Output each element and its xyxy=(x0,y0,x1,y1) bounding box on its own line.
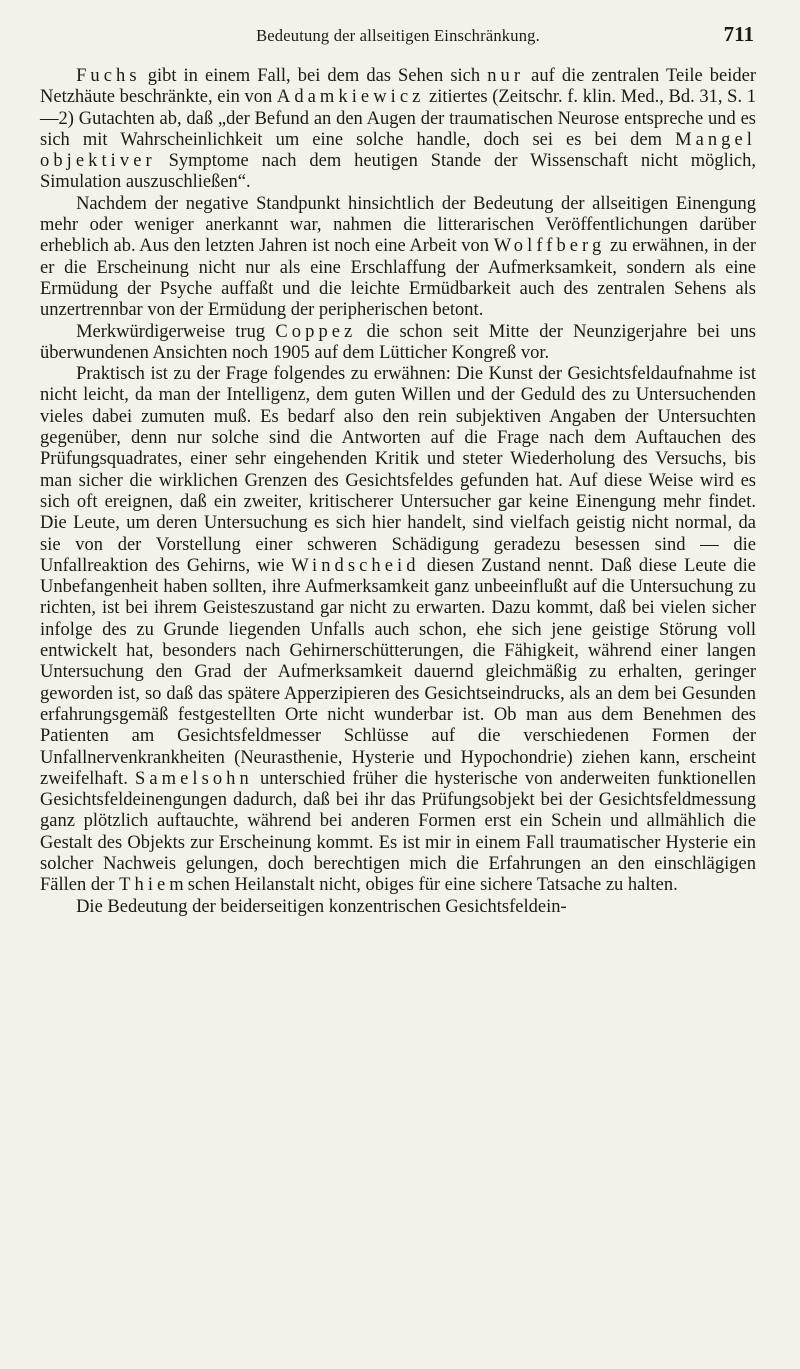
text-run: Praktisch ist zu der Frage folgendes zu erwähnen: Die Kunst der Gesichtsfeldaufnahme ist nicht leicht, da man der Intelligenz, dem guten Willen und der Geduld des zu Untersuchenden vieles dabei zumuten muß. Es bedarf also den rein subjektiven Angaben der Untersuchten gegenüber, denn nur solche sind die Antworten auf die Frage nach dem Auftauchen des Prüfungsquadrates, einer sehr eingehenden Kritik und steter Wiederholung des Versuchs, bis man sicher die wirklichen Grenzen des Gesichtsfeldes gefunden hat. Auf diese Weise wird es sich oft ereignen, daß ein zweiter, kritischerer Untersucher gar keine Einengung mehr findet. Die Leute, um deren Untersuchung es sich hier handelt, sind vielfach geistig nicht normal, da sie von der Vorstellung einer schweren Schädigung geradezu besessen sind — die Unfallreaktion des Gehirns, wie xyxy=(40,364,756,576)
spaced-name: Mangel objektiver xyxy=(40,129,756,172)
paragraph xyxy=(40,897,756,918)
spaced-name: Adamkiewicz xyxy=(276,87,425,108)
spaced-name: Fuchs xyxy=(76,66,141,86)
text-run: Nachdem der negative Standpunkt hinsichtlich der Bedeutung der allseitigen Einengung mehr oder weniger anerkannt war, nahmen die litterarischen Veröffentlichungen darüber erheblich ab. Aus den letzten Jahren ist noch eine Arbeit von xyxy=(40,193,756,257)
text-run: unterschied früher die hysterische von anderweiten funktionellen Gesichtsfeldeinengungen dadurch, daß bei ihr das Prüfungsobjekt bei der Gesichtsfeldmessung ganz plötzlich auftauchte, während bei anderen Formen erst ein Schein und allmählich die Gestalt des Objekts zur Erscheinung kommt. Es ist mir in einem Fall traumatischer Hysterie ein solcher Nachweis gelungen, doch berechtigen mich die Erfahrungen an den einschlägigen Fällen der xyxy=(40,768,756,896)
text-run: schen Heilanstalt nicht, obiges für eine sichere Tatsache zu halten. xyxy=(187,875,678,896)
text-run: die schon seit Mitte der Neunzigerjahre bei uns überwundenen Ansichten noch 1905 auf dem Lütticher Kongreß vor. xyxy=(40,321,756,363)
text-run: gibt in einem Fall, bei dem das Sehen sich xyxy=(140,66,488,86)
running-title: Bedeutung der allseitigen Einschränkung. xyxy=(256,26,540,45)
text-run: diesen Zustand nennt. Daß diese Leute die Unbefangenheit haben sollten, ihre Aufmerksamkeit ganz unbeeinflußt auf die Untersuchung zu richten, ist bei ihrem Geisteszustand gar nicht zu erwarten. Dazu kommt, daß bei vielen sicher infolge des zu Grunde liegenden Unfalls auch schon, ehe sich jene geistige Störung voll entwickelt hat, besonders nach Gehirnerschütterungen, die Fähigkeit, während einer langen Untersuchung den Grad der Aufmerksamkeit dauernd gleichmäßig zu erhalten, geringer geworden ist, so daß das spätere Apperzipieren des Gesichtseindrucks, als an dem bei Gesunden erfahrungsgemäß festgestellten Orte nicht wunderbar ist. Ob man aus dem Benehmen des Patienten am Gesichtsfeldmesser Schlüsse auf die verschiedenen Formen der Unfallnervenkrankheiten (Neurasthenie, Hysterie und Hypochondrie) ziehen kann, erscheint zweifelhaft. xyxy=(40,555,756,789)
paragraph xyxy=(40,194,756,322)
paragraph xyxy=(40,322,756,365)
text-run: Symptome nach dem heutigen Stande der Wissenschaft nicht möglich, Simulation auszuschließen“. xyxy=(40,151,756,193)
paragraph xyxy=(40,66,756,194)
spaced-name: nur xyxy=(487,66,525,86)
text-run: auf die zentralen Teile beider Netzhäute beschränkte, ein von xyxy=(40,66,756,108)
page-number: 711 xyxy=(723,22,754,46)
spaced-name: Samelsohn xyxy=(134,768,253,789)
spaced-name: Thiem xyxy=(119,875,188,896)
spaced-name: Coppez xyxy=(275,321,357,342)
spaced-name: Wolffberg xyxy=(493,236,606,257)
text-run: Merkwürdigerweise trug xyxy=(76,321,276,342)
text-run: zu erwähnen, in der er die Erscheinung nicht nur als eine Erschlaffung der Aufmerksamkeit, sondern als eine Ermüdung der Psyche auffaßt und die leichte Ermüdbarkeit auch des zentralen Sehens als unzertrennbar von der Ermüdung der peripherischen betont. xyxy=(40,236,756,321)
text-run: Die Bedeutung der beiderseitigen konzentrischen Gesichtsfeldein- xyxy=(76,896,567,917)
spaced-name: Windscheid xyxy=(291,555,420,576)
text-run: zitiertes (Zeitschr. f. klin. Med., Bd. 31, S. 1—2) Gutachten ab, daß „der Befund an den Augen der traumatischen Neurose entspreche und es sich mit Wahrscheinlichkeit um eine solche handle, doch sei es bei dem xyxy=(40,87,756,150)
body-text xyxy=(40,66,756,918)
paragraph xyxy=(40,364,756,896)
book-page xyxy=(40,0,756,1369)
page-header xyxy=(40,22,756,52)
